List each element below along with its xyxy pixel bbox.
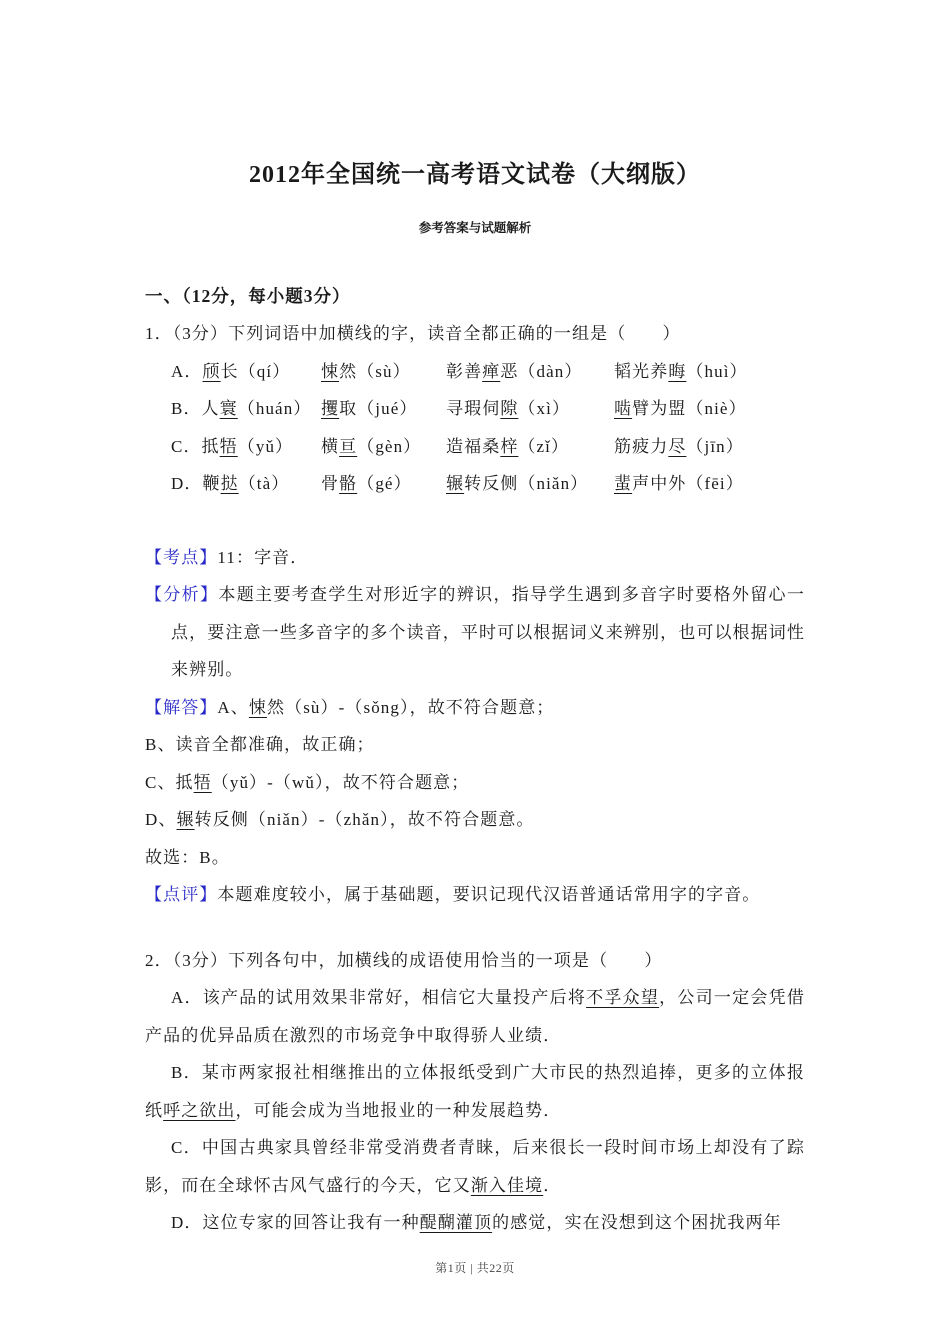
underlined-text: 攫 [321, 399, 340, 418]
q1-c-word-1 [171, 428, 321, 466]
text-run: 故选：B。 [145, 847, 230, 867]
text-run: （jīn） [686, 436, 744, 456]
q1-c-word-3 [446, 428, 614, 466]
text-run: （zǐ） [518, 436, 570, 456]
jieda-label: 【解答】 [145, 697, 218, 717]
underlined-text: 瘅 [482, 361, 501, 381]
text-run: 然（sù）-（sǒng），故不符合题意； [267, 697, 555, 717]
q2-option-d [145, 1204, 805, 1242]
underlined-text: 不孚众望 [586, 988, 660, 1007]
underlined-text: 牾 [193, 772, 212, 792]
q1-a-word-1 [171, 353, 321, 391]
text-run: 长（qí） [220, 361, 291, 381]
q2-option-b [145, 1054, 805, 1129]
q2-stem: 2．（3分）下列各句中，加横线的成语使用恰当的一项是（ ） [145, 950, 663, 970]
underlined-text: 尽 [668, 436, 687, 456]
text-run: D、 [145, 810, 177, 829]
q1-dianping-line [145, 876, 805, 914]
text-run: D．这位专家的回答让我有一种 [171, 1213, 420, 1232]
underlined-text: 渐入佳境 [470, 1175, 544, 1195]
dianping-label: 【点评】 [145, 885, 218, 904]
text-run: （gé） [357, 474, 412, 493]
text-run: 恶（dàn） [500, 361, 583, 381]
q1-fenxi-line [145, 576, 805, 689]
text-run: 然（sù） [339, 361, 411, 381]
underlined-text: 隙 [500, 399, 519, 418]
text-run: 声中外（fēi） [632, 474, 744, 493]
q1-d-word-1 [171, 465, 321, 503]
text-run: ，公司一定会凭借产品的优异品质在激烈的市场竞争中取得骄人业绩． [145, 988, 805, 1045]
kaodian-label: 【考点】 [145, 547, 218, 567]
text-run: 横 [321, 436, 340, 456]
text-run: 取（jué） [339, 399, 418, 418]
text-run: B、读音全都准确，故正确； [145, 735, 375, 754]
q1-c-word-2 [321, 428, 446, 466]
text-run: （gèn） [357, 436, 422, 456]
text-run: A． [171, 361, 203, 381]
q1-b-word-3 [446, 390, 614, 428]
text-run: （huán） [237, 399, 312, 418]
text-run: 韬光养 [614, 361, 669, 381]
text-run: 的感觉，实在没想到这个困扰我两年 [492, 1213, 782, 1232]
q1-d-word-2 [321, 465, 446, 503]
text-run: 造福桑 [446, 436, 501, 456]
q1-jieda-line-b [145, 726, 805, 764]
jieda-text-a [217, 698, 554, 717]
text-run: A、 [217, 697, 249, 717]
q1-jieda-line-a [145, 689, 805, 727]
q1-b-word-2 [321, 390, 446, 428]
q1-a-word-4 [614, 353, 748, 391]
underlined-text: 悚 [248, 697, 267, 717]
q1-c-word-4 [614, 428, 744, 466]
fenxi-text: 本题主要考查学生对形近字的辨识，指导学生遇到多音字时要格外留心一点，要注意一些多音字的多个读音，平时可以根据词义来辨别，也可以根据词性来辨别。 [171, 585, 805, 679]
text-run: B．某市两家报社相继推出的立体报纸受到广大市民的热烈追捧，更多的立体报纸 [145, 1063, 805, 1120]
text-run: ，可能会成为当地报业的一种发展趋势． [235, 1100, 562, 1120]
underlined-text: 颀 [202, 361, 221, 381]
q2-option-c [145, 1129, 805, 1204]
underlined-text: 梓 [500, 436, 519, 456]
q1-jieda-line-d [145, 801, 805, 839]
q1-option-row-a [171, 353, 805, 391]
q1-b-word-4 [614, 390, 747, 428]
underlined-text: 辗 [176, 810, 195, 829]
text-run: （huì） [686, 361, 748, 381]
text-run: 转反侧（niǎn）-（zhǎn），故不符合题意。 [194, 810, 535, 829]
underlined-text: 亘 [339, 436, 358, 456]
q1-option-row-b [171, 390, 805, 428]
fenxi-label: 【分析】 [145, 585, 219, 604]
text-run: C、抵 [145, 772, 194, 792]
text-run: （yǔ） [237, 436, 294, 456]
text-run: 寻瑕伺 [446, 399, 501, 418]
text-run: 彰善 [446, 361, 483, 381]
q1-answer-conclusion [145, 839, 805, 877]
underlined-text: 呼之欲出 [163, 1100, 236, 1120]
document-subtitle: 参考答案与试题解析 [418, 221, 532, 235]
underlined-text: 辗 [446, 474, 465, 493]
underlined-text: 牾 [219, 436, 238, 456]
q1-b-word-1 [171, 390, 321, 428]
document-title: 2012年全国统一高考语文试卷（大纲版） [249, 162, 701, 188]
q1-d-word-4 [614, 465, 744, 503]
page-number-footer: 第1页 | 共22页 [435, 1261, 515, 1275]
text-run: （tà） [238, 474, 290, 493]
q1-d-word-3 [446, 465, 614, 503]
text-run: C．中国古典家具曾经非常受消费者青睐，后来很长一段时间市场上却没有了踪影，而在全球怀古风气盛行的今天，它又 [145, 1138, 805, 1195]
text-run: （yǔ）-（wǔ），故不符合题意； [211, 772, 470, 792]
q1-option-row-d [171, 465, 805, 503]
text-run: 转反侧（niǎn） [464, 474, 589, 493]
q1-a-word-3 [446, 353, 614, 391]
q1-option-row-c [171, 428, 805, 466]
underlined-text: 挞 [220, 474, 239, 493]
q1-jieda-line-c [145, 764, 805, 802]
kaodian-text: 11：字音． [217, 547, 309, 567]
underlined-text: 晦 [668, 361, 687, 381]
q2-option-a [145, 979, 805, 1054]
q1-stem: 1．（3分）下列词语中加横线的字，读音全都正确的一组是（ ） [145, 324, 681, 343]
text-run: B．人 [171, 399, 220, 418]
text-run: 臂为盟（niè） [632, 399, 747, 418]
q1-kaodian-line [145, 539, 805, 577]
text-run: D．鞭 [171, 474, 221, 493]
text-run: （xì） [518, 399, 571, 418]
q1-a-word-2 [321, 353, 446, 391]
section-1-heading: 一、（12分，每小题3分） [145, 286, 351, 306]
underlined-text: 蜚 [614, 474, 633, 493]
underlined-text: 悚 [321, 361, 340, 381]
underlined-text: 啮 [614, 399, 633, 418]
underlined-text: 寰 [219, 399, 238, 418]
underlined-text: 骼 [339, 474, 358, 493]
dianping-text: 本题难度较小，属于基础题，要识记现代汉语普通话常用字的字音。 [217, 885, 761, 904]
text-run: 筋疲力 [614, 436, 669, 456]
text-run: ． [543, 1175, 562, 1195]
text-run: 骨 [321, 474, 340, 493]
text-run: A．该产品的试用效果非常好，相信它大量投产后将 [171, 988, 587, 1007]
underlined-text: 醍醐灌顶 [419, 1213, 493, 1232]
text-run: C．抵 [171, 436, 220, 456]
